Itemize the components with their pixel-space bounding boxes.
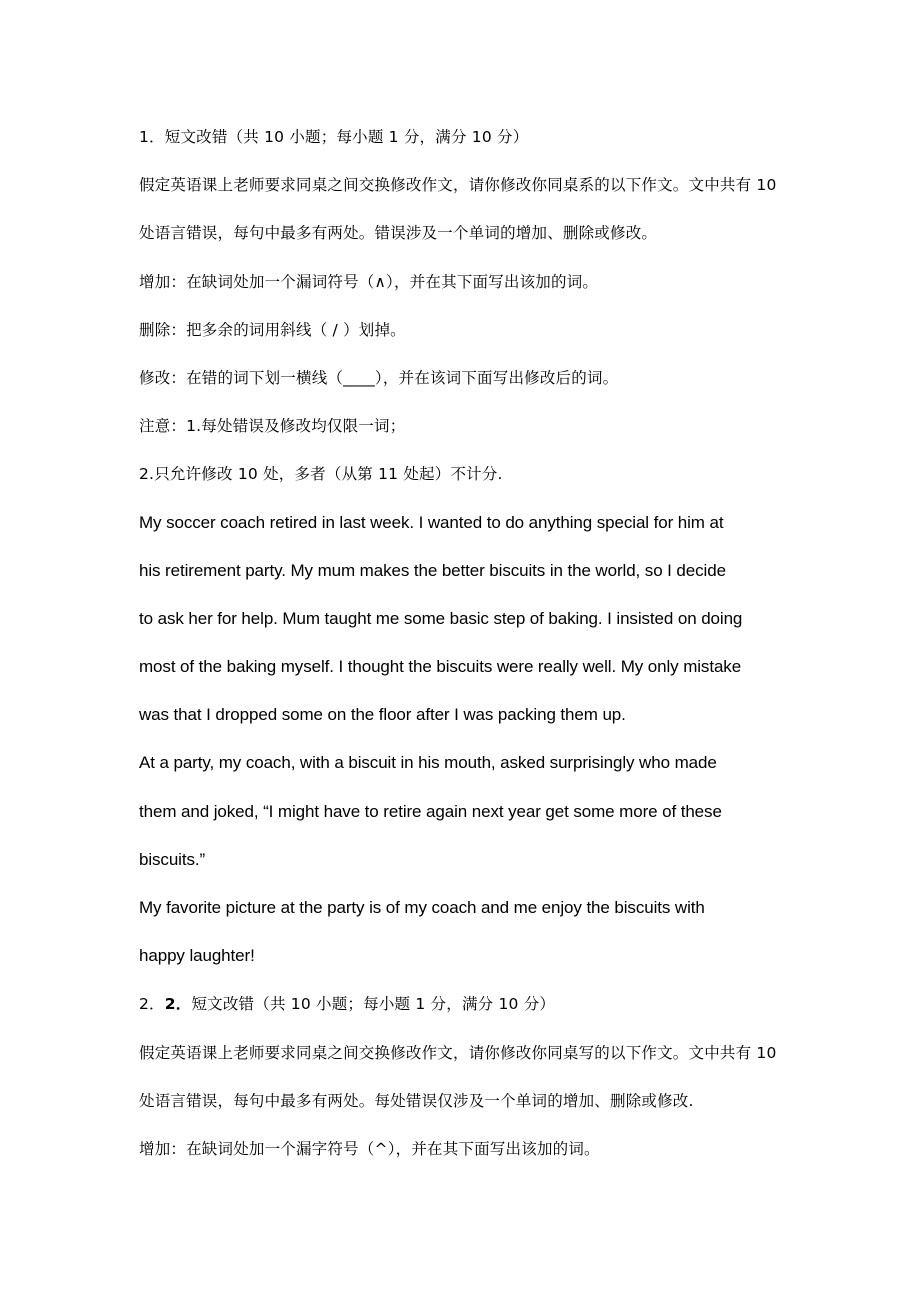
question-2-heading-text: 短文改错（共 10 小题；每小题 1 分，满分 10 分）: [191, 995, 556, 1014]
document-page: [139, 113, 799, 1173]
question-1-intro-line-1: 假定英语课上老师要求同桌之间交换修改作文，请你修改你同桌系的以下作文。文中共有 10: [139, 176, 777, 195]
question-2-rule-add: 增加：在缺词处加一个漏字符号（^），并在其下面写出该加的词。: [139, 1139, 600, 1158]
passage-line: most of the baking myself. I thought the biscuits were really well. My only mistake: [139, 657, 742, 677]
question-2-intro-line-1: 假定英语课上老师要求同桌之间交换修改作文，请你修改你同桌写的以下作文。文中共有 10: [139, 1043, 777, 1062]
question-2-bold-number: 2．: [164, 995, 192, 1014]
question-1-rule-delete: 删除：把多余的词用斜线（ / ）划掉。: [139, 320, 406, 339]
question-2-number: 2．: [139, 995, 165, 1014]
question-1-note-2: 2.只允许修改 10 处，多者（从第 11 处起）不计分.: [139, 465, 503, 484]
question-1-intro-line-2: 处语言错误，每句中最多有两处。错误涉及一个单词的增加、删除或修改。: [139, 224, 658, 243]
passage-line: his retirement party. My mum makes the better biscuits in the world, so I decide: [139, 560, 726, 580]
passage-line: happy laughter!: [139, 946, 255, 966]
passage-line: to ask her for help. Mum taught me some basic step of baking. I insisted on doing: [139, 608, 743, 628]
question-1-heading: 1．短文改错（共 10 小题；每小题 1 分，满分 10 分）: [139, 128, 529, 146]
passage-line: them and joked, “I might have to retire again next year get some more of these: [139, 801, 722, 821]
question-1-rule-modify: 修改：在错的词下划一横线（____），并在该词下面写出修改后的词。: [139, 368, 619, 387]
question-2-intro-line-2: 处语言错误，每句中最多有两处。每处错误仅涉及一个单词的增加、删除或修改.: [139, 1091, 694, 1110]
passage-line: biscuits.”: [139, 849, 206, 869]
question-1-note-1: 注意：1.每处错误及修改均仅限一词；: [139, 417, 406, 436]
passage-line: My favorite picture at the party is of my coach and me enjoy the biscuits with: [139, 898, 705, 917]
passage-line: was that I dropped some on the floor after I was packing them up.: [139, 705, 626, 725]
passage-line: My soccer coach retired in last week. I wanted to do anything special for him at: [139, 512, 724, 532]
question-1-rule-add: 增加：在缺词处加一个漏词符号（∧），并在其下面写出该加的词。: [139, 272, 599, 291]
question-2-heading: [139, 980, 799, 1028]
passage-line: At a party, my coach, with a biscuit in his mouth, asked surprisingly who made: [139, 753, 717, 773]
